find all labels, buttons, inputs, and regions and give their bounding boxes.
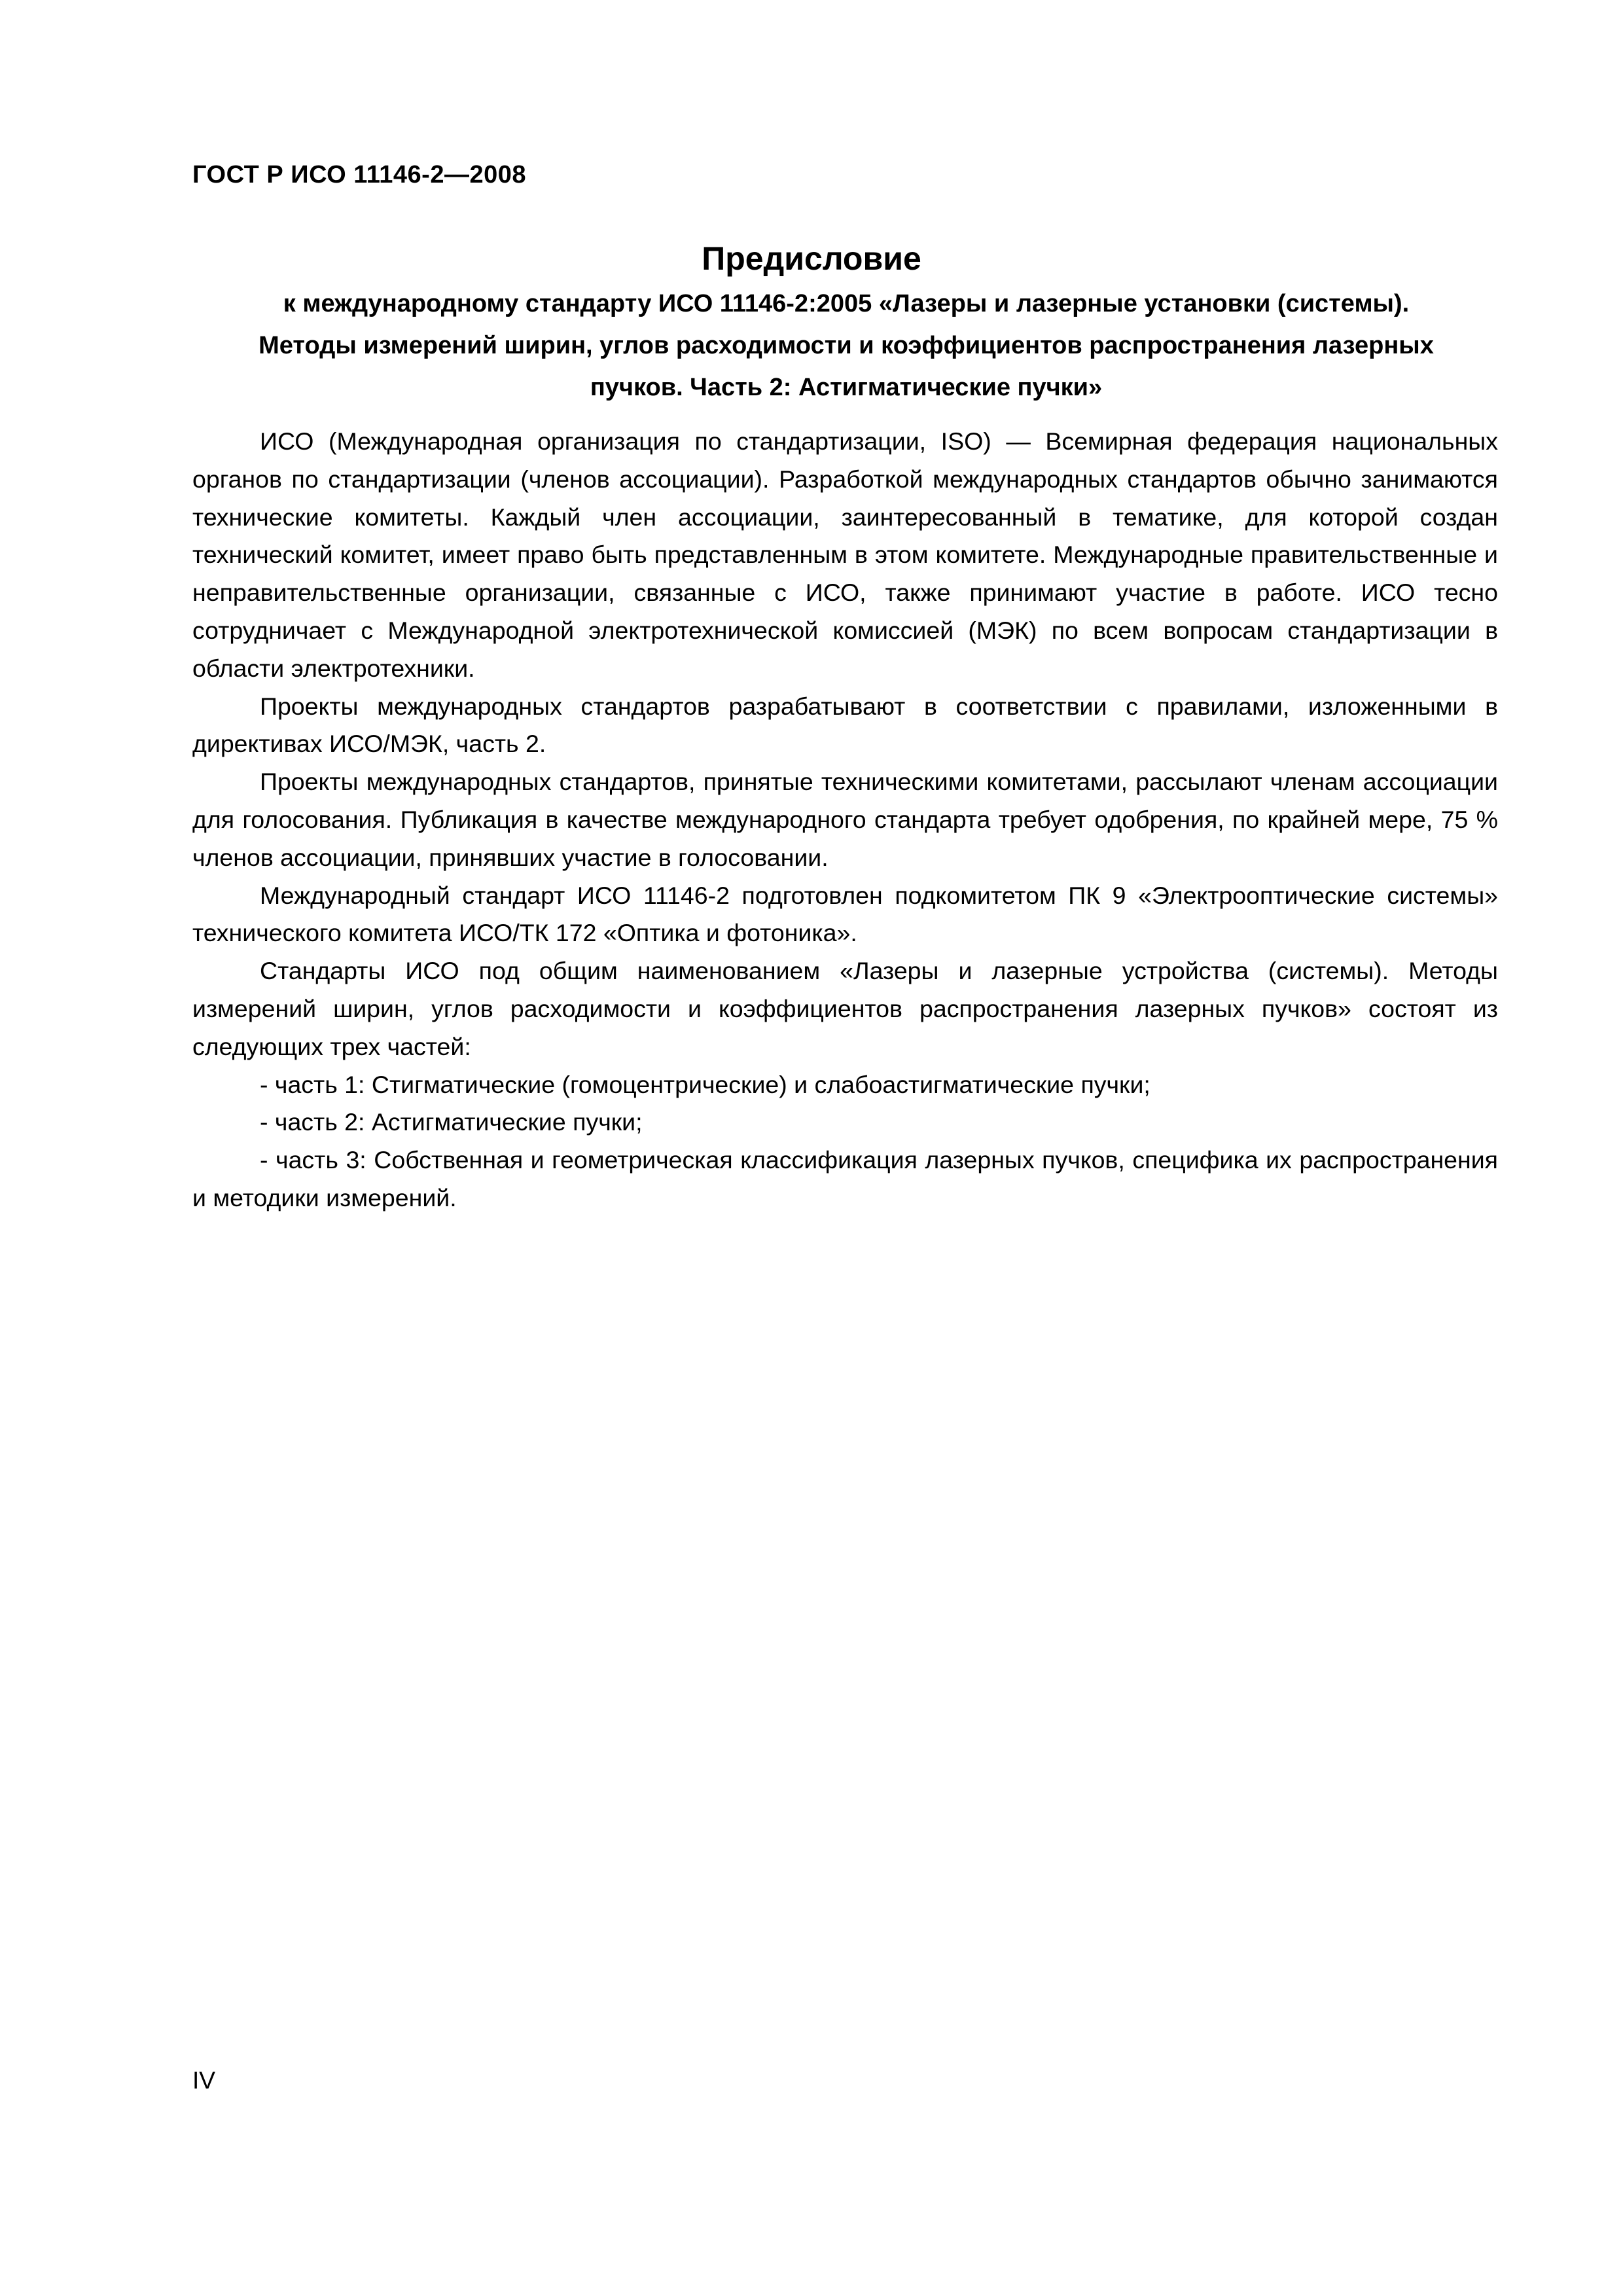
paragraph: Международный стандарт ИСО 11146-2 подготовлен подкомитетом ПК 9 «Электрооптические системы» технического комитета ИСО/ТК 172 «Оптика и фотоника». — [192, 881, 1498, 947]
paragraph: ИСО (Международная организация по стандартизации, ISO) — Всемирная федерация национальных органов по стандартизации (членов ассоциации). Разработкой международных стандартов обычно занимаются технические комитеты. Каждый член ассоциации, заинтересованный в тематике, для которой создан технический комитет, имеет право быть представленным в этом комитете. Международные правительственные и неправительственные организации, связанные с ИСО, также принимают участие в работе. ИСО тесно сотрудничает с Международной электротехнической комиссией (МЭК) по всем вопросам стандартизации в области электротехники. — [192, 427, 1498, 682]
paragraph: Проекты международных стандартов разрабатывают в соответствии с правилами, изложенными в директивах ИСО/МЭК, часть 2. — [192, 692, 1498, 758]
paragraph: Стандарты ИСО под общим наименованием «Лазеры и лазерные устройства (системы). Методы измерений ширин, углов расходимости и коэффициентов распространения лазерных пучков» состоят из следующих трех частей: — [192, 957, 1498, 1060]
list-item: - часть 1: Стигматические (гомоцентрические) и слабоастигматические пучки; — [260, 1070, 1150, 1098]
page-number: IV — [192, 2067, 215, 2094]
section-title: Предисловие — [702, 240, 921, 277]
subtitle-line: пучков. Часть 2: Астигматические пучки» — [590, 374, 1103, 401]
document-id-header: ГОСТ Р ИСО 11146-2—2008 — [192, 161, 526, 188]
subtitle-line: к международному стандарту ИСО 11146-2:2005 «Лазеры и лазерные установки (системы). — [283, 290, 1410, 317]
paragraph: Проекты международных стандартов, принятые техническими комитетами, рассылают членам ассоциации для голосования. Публикация в качестве международного стандарта требует одобрения, по крайней мере, 75 % членов ассоциации, принявших участие в голосовании. — [192, 768, 1498, 871]
list-item: - часть 2: Астигматические пучки; — [260, 1108, 643, 1136]
list-item: - часть 3: Собственная и геометрическая классификация лазерных пучков, специфика их распространения и методики измерений. — [192, 1146, 1498, 1211]
body-text — [192, 423, 1498, 1217]
subtitle-line: Методы измерений ширин, углов расходимости и коэффициентов распространения лазерных — [259, 332, 1434, 359]
section-subtitle — [192, 283, 1500, 408]
